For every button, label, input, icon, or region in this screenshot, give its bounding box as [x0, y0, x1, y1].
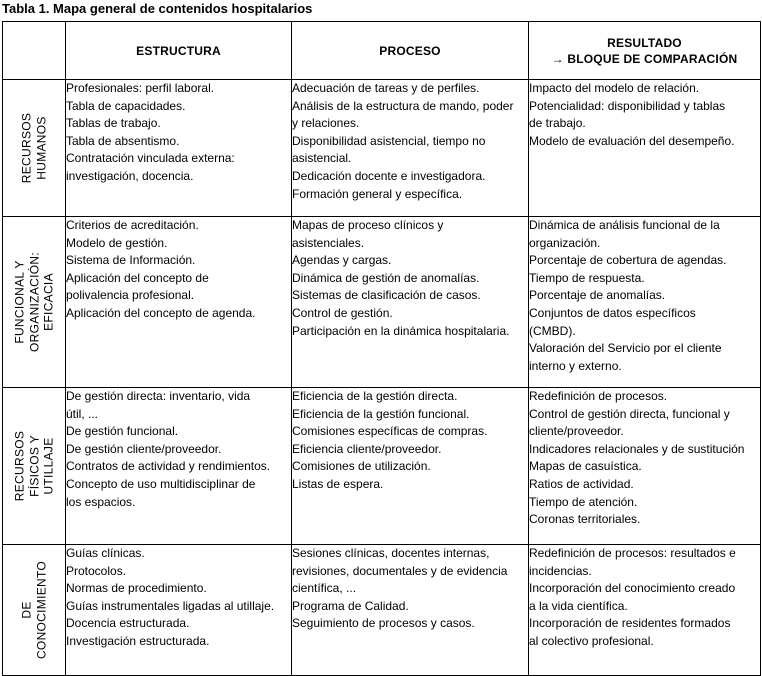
row-label-funcional-organizacion — [3, 217, 66, 388]
text-line: FUNCIONAL Y — [12, 260, 27, 344]
text-line: Porcentaje de cobertura de agendas. — [529, 253, 727, 268]
cell-resultado — [529, 545, 761, 676]
text-line: Indicadores relacionales y de sustitución — [529, 441, 745, 456]
cell-proceso — [292, 217, 529, 388]
text-line: al colectivo profesional. — [529, 633, 654, 648]
header-proceso — [292, 22, 529, 80]
text-line: Adecuación de tareas y de perfiles. — [292, 81, 480, 95]
text-line: PROCESO — [379, 43, 441, 58]
text-line: RECURSOS — [19, 112, 34, 184]
text-line: Eficiencia de la gestión funcional. — [292, 406, 470, 421]
text-line: (CMBD). — [529, 323, 576, 338]
cell-resultado — [529, 80, 761, 217]
text-line: RESULTADO — [607, 35, 682, 50]
text-line: RECURSOS — [12, 430, 27, 502]
text-line: Comisiones de utilización. — [292, 459, 431, 474]
text-line: Mapas de casuística. — [529, 459, 642, 474]
row-label-text — [12, 431, 56, 501]
text-line: FÍSICOS Y — [26, 435, 41, 497]
text-line: Contratación vinculada externa: — [66, 151, 235, 166]
text-line: Análisis de la estructura de mando, poder — [292, 98, 514, 113]
text-line: ORGANIZACIÓN: — [26, 252, 41, 352]
text-line: Dedicación docente e investigadora. — [292, 168, 486, 183]
text-line: → BLOQUE DE COMPARACIÓN — [551, 51, 738, 66]
text-line: Investigación estructurada. — [66, 633, 210, 648]
text-line: ESTRUCTURA — [136, 43, 221, 58]
row-label-text — [20, 113, 49, 183]
text-line: Control de gestión directa, funcional y — [529, 406, 730, 421]
text-line: Coronas territoriales. — [529, 512, 641, 527]
text-line: Incorporación del conocimiento creado — [529, 581, 736, 596]
text-line: Tiempo de atención. — [529, 494, 638, 509]
text-line: asistencial. — [292, 151, 352, 166]
text-line: Guías clínicas. — [66, 546, 145, 560]
text-line: De gestión funcional. — [66, 424, 179, 439]
text-line: de trabajo. — [529, 116, 586, 131]
text-line: a la vida científica. — [529, 598, 628, 613]
text-line: útil, ... — [66, 406, 99, 421]
text-line: Contratos de actividad y rendimientos. — [66, 459, 271, 474]
text-line: cliente/proveedor. — [529, 424, 624, 439]
row-label-text — [20, 561, 49, 659]
text-line: los espacios. — [66, 494, 136, 509]
text-line: Comisiones específicas de compras. — [292, 424, 488, 439]
table-row — [3, 545, 761, 676]
header-resultado — [529, 22, 761, 80]
cell-proceso — [292, 388, 529, 545]
cell-resultado — [529, 217, 761, 388]
text-line: Seguimiento de procesos y casos. — [292, 616, 475, 631]
text-line: Control de gestión. — [292, 305, 393, 320]
text-line: De gestión directa: inventario, vida — [66, 389, 251, 403]
cell-estructura — [66, 217, 292, 388]
text-line: Guías instrumentales ligadas al utillaje. — [66, 598, 275, 613]
text-line: incidencias. — [529, 563, 592, 578]
text-line: Sistemas de clasificación de casos. — [292, 288, 481, 303]
text-line: Programa de Calidad. — [292, 598, 409, 613]
cell-proceso — [292, 80, 529, 217]
table-caption: Tabla 1. Mapa general de contenidos hospitalarios — [2, 1, 313, 16]
table-row — [3, 217, 761, 388]
text-line: Profesionales: perfil laboral. — [66, 81, 215, 95]
text-line: Aplicación del concepto de — [66, 270, 209, 285]
text-line: interno y externo. — [529, 358, 622, 373]
text-line: Ratios de actividad. — [529, 476, 634, 491]
header-estructura — [66, 22, 292, 80]
text-line: Docencia estructurada. — [66, 616, 190, 631]
text-line: Conjuntos de datos específicos — [529, 305, 696, 320]
text-line: Sesiones clínicas, docentes internas, — [292, 546, 490, 560]
text-line: Aplicación del concepto de agenda. — [66, 305, 256, 320]
text-line: Impacto del modelo de relación. — [529, 81, 700, 95]
cell-estructura — [66, 388, 292, 545]
text-line: y relaciones. — [292, 116, 360, 131]
text-line: organización. — [529, 235, 601, 250]
text-line: Modelo de gestión. — [66, 235, 168, 250]
text-line: Normas de procedimiento. — [66, 581, 207, 596]
text-line: polivalencia profesional. — [66, 288, 195, 303]
text-line: Incorporación de residentes formados — [529, 616, 731, 631]
text-line: De gestión cliente/proveedor. — [66, 441, 222, 456]
text-line: Participación en la dinámica hospitalaria. — [292, 323, 510, 338]
text-line: Eficiencia de la gestión directa. — [292, 389, 458, 403]
text-line: Listas de espera. — [292, 476, 384, 491]
text-line: DE — [19, 601, 34, 619]
text-line: Mapas de proceso clínicos y — [292, 218, 444, 232]
text-line: HUMANOS — [34, 116, 48, 180]
text-line: Agendas y cargas. — [292, 253, 392, 268]
cell-estructura — [66, 80, 292, 217]
text-line: Tiempo de respuesta. — [529, 270, 645, 285]
text-line: asistenciales. — [292, 235, 365, 250]
text-line: Formación general y específica. — [292, 186, 463, 201]
row-label-recursos-fisicos — [3, 388, 66, 545]
row-label-text — [12, 252, 56, 352]
content-map-table — [2, 21, 761, 676]
text-line: Potencialidad: disponibilidad y tablas — [529, 98, 726, 113]
table-row — [3, 388, 761, 545]
row-label-recursos-humanos — [3, 80, 66, 217]
text-line: Dinámica de gestión de anomalías. — [292, 270, 480, 285]
text-line: científica, ... — [292, 581, 357, 596]
text-line: revisiones, documentales y de evidencia — [292, 563, 508, 578]
text-line: Eficiencia cliente/proveedor. — [292, 441, 442, 456]
text-line: Redefinición de procesos: resultados e — [529, 546, 736, 560]
text-line: Valoración del Servicio por el cliente — [529, 341, 722, 356]
text-line: Porcentaje de anomalías. — [529, 288, 666, 303]
cell-proceso — [292, 545, 529, 676]
table-row — [3, 80, 761, 217]
text-line: Tablas de trabajo. — [66, 116, 161, 131]
cell-estructura — [66, 545, 292, 676]
text-line: Tabla de capacidades. — [66, 98, 186, 113]
text-line: Tabla de absentismo. — [66, 133, 180, 148]
text-line: Disponibilidad asistencial, tiempo no — [292, 133, 486, 148]
text-line: Dinámica de análisis funcional de la — [529, 218, 720, 232]
text-line: Modelo de evaluación del desempeño. — [529, 133, 735, 148]
cell-resultado — [529, 388, 761, 545]
row-label-conocimiento — [3, 545, 66, 676]
text-line: UTILLAJE — [41, 437, 56, 495]
text-line: Concepto de uso multidisciplinar de — [66, 476, 256, 491]
header-row — [3, 22, 761, 80]
header-corner — [3, 22, 66, 80]
text-line: Criterios de acreditación. — [66, 218, 199, 232]
text-line: Redefinición de procesos. — [529, 389, 668, 403]
text-line: Sistema de Información. — [66, 253, 196, 268]
text-line: Protocolos. — [66, 563, 127, 578]
text-line: investigación, docencia. — [66, 168, 194, 183]
text-line: EFICACIA — [41, 273, 56, 331]
text-line: CONOCIMIENTO — [34, 560, 48, 660]
